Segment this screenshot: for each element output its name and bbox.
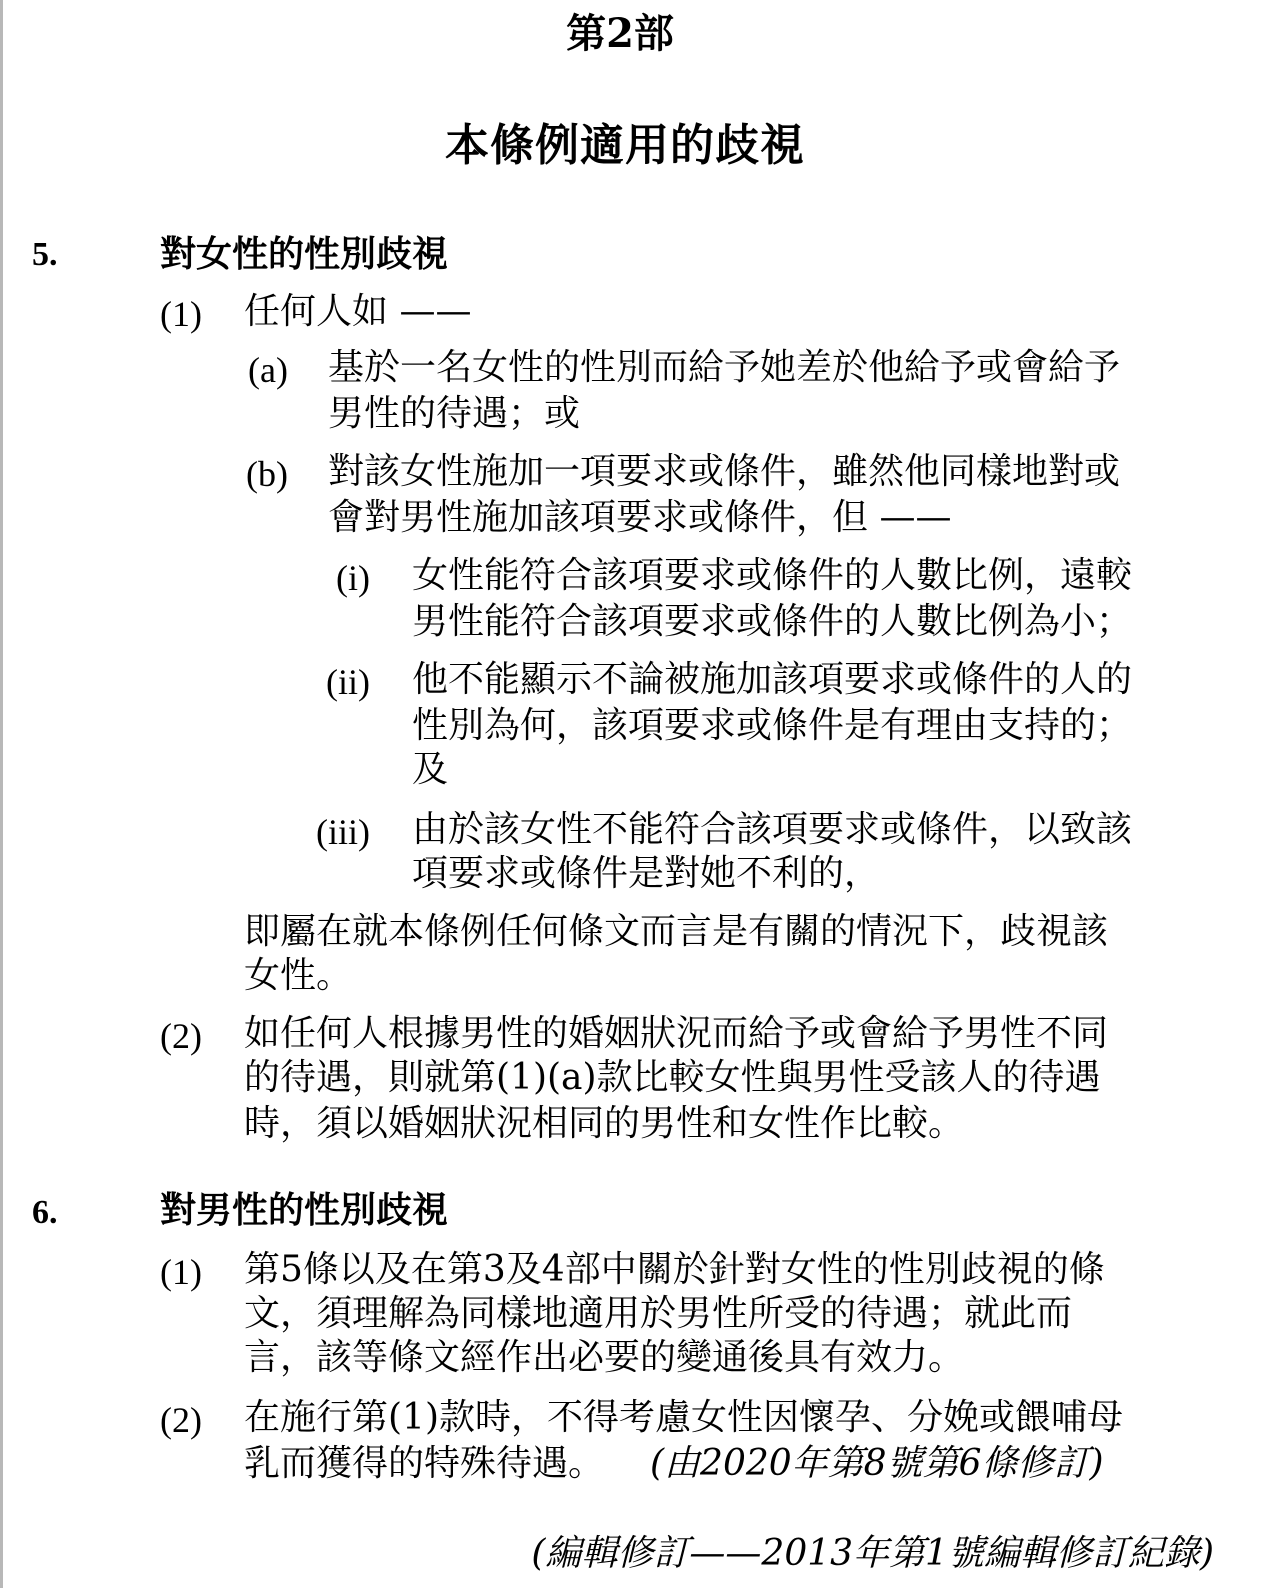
- s5-sub1-tail-line1: 即屬在就本條例任何條文而言是有關的情況下，歧視該: [244, 911, 1109, 952]
- s5-b-i-label: (i): [336, 558, 370, 598]
- s6-sub2-line2: 乳而獲得的特殊待遇。: [244, 1443, 605, 1484]
- s6-sub2-label: (2): [160, 1400, 202, 1440]
- section-5-number: 5.: [32, 236, 58, 273]
- s5-sub1-a-line2: 男性的待遇；或: [328, 393, 581, 434]
- section-6-title: 對男性的性別歧視: [160, 1189, 449, 1231]
- s5-sub2-label: (2): [160, 1016, 202, 1056]
- s5-sub2-line1: 如任何人根據男性的婚姻狀況而給予或會給予男性不同: [244, 1013, 1109, 1054]
- s5-sub1-label: (1): [160, 294, 202, 334]
- page-edge-line: [0, 0, 3, 1588]
- section-6-number: 6.: [32, 1194, 58, 1231]
- s5-sub1-a-label: (a): [248, 350, 288, 390]
- s5-sub1-b-label: (b): [246, 454, 288, 494]
- s5-sub1-intro: 任何人如 ——: [244, 291, 472, 332]
- s5-sub1-b-line1: 對該女性施加一項要求或條件，雖然他同樣地對或: [328, 451, 1121, 492]
- s5-b-iii-label: (iii): [316, 812, 370, 852]
- part-title: 本條例適用的歧視: [445, 120, 805, 171]
- section-5-title: 對女性的性別歧視: [160, 233, 449, 275]
- s5-b-ii-line2: 性別為何，該項要求或條件是有理由支持的；: [412, 705, 1133, 746]
- s5-sub2-line3: 時，須以婚姻狀況相同的男性和女性作比較。: [244, 1103, 965, 1144]
- part-number: 第2部: [566, 10, 674, 57]
- s5-sub1-b-line2: 會對男性施加該項要求或條件，但 ——: [328, 497, 952, 538]
- s5-b-ii-label: (ii): [326, 662, 370, 702]
- amendment-note: (由2020年第8號第6條修訂): [650, 1443, 1104, 1484]
- s6-sub1-label: (1): [160, 1252, 202, 1292]
- s6-sub1-line2: 文，須理解為同樣地適用於男性所受的待遇；就此而: [244, 1293, 1073, 1334]
- s5-b-i-line1: 女性能符合該項要求或條件的人數比例，遠較: [412, 555, 1133, 596]
- s5-b-iii-line1: 由於該女性不能符合該項要求或條件，以致該: [412, 809, 1133, 850]
- s6-sub1-line3: 言，該等條文經作出必要的變通後具有效力。: [244, 1337, 965, 1378]
- s5-sub2-line2: 的待遇，則就第(1)(a)款比較女性與男性受該人的待遇: [244, 1057, 1101, 1098]
- s6-sub1-line1: 第5條以及在第3及4部中關於針對女性的性別歧視的條: [244, 1249, 1105, 1290]
- s5-b-ii-line3: 及: [412, 749, 449, 790]
- s5-b-ii-line1: 他不能顯示不論被施加該項要求或條件的人的: [412, 659, 1133, 700]
- s5-sub1-tail-line2: 女性。: [244, 955, 353, 996]
- s6-sub2-line1: 在施行第(1)款時，不得考慮女性因懷孕、分娩或餵哺母: [244, 1397, 1123, 1438]
- s5-b-iii-line2: 項要求或條件是對她不利的，: [412, 853, 881, 894]
- s5-b-i-line2: 男性能符合該項要求或條件的人數比例為小；: [412, 601, 1133, 642]
- s5-sub1-a-line1: 基於一名女性的性別而給予她差於他給予或會給予: [328, 347, 1121, 388]
- editorial-amendment-note: (編輯修訂——2013年第1號編輯修訂紀錄): [531, 1533, 1214, 1574]
